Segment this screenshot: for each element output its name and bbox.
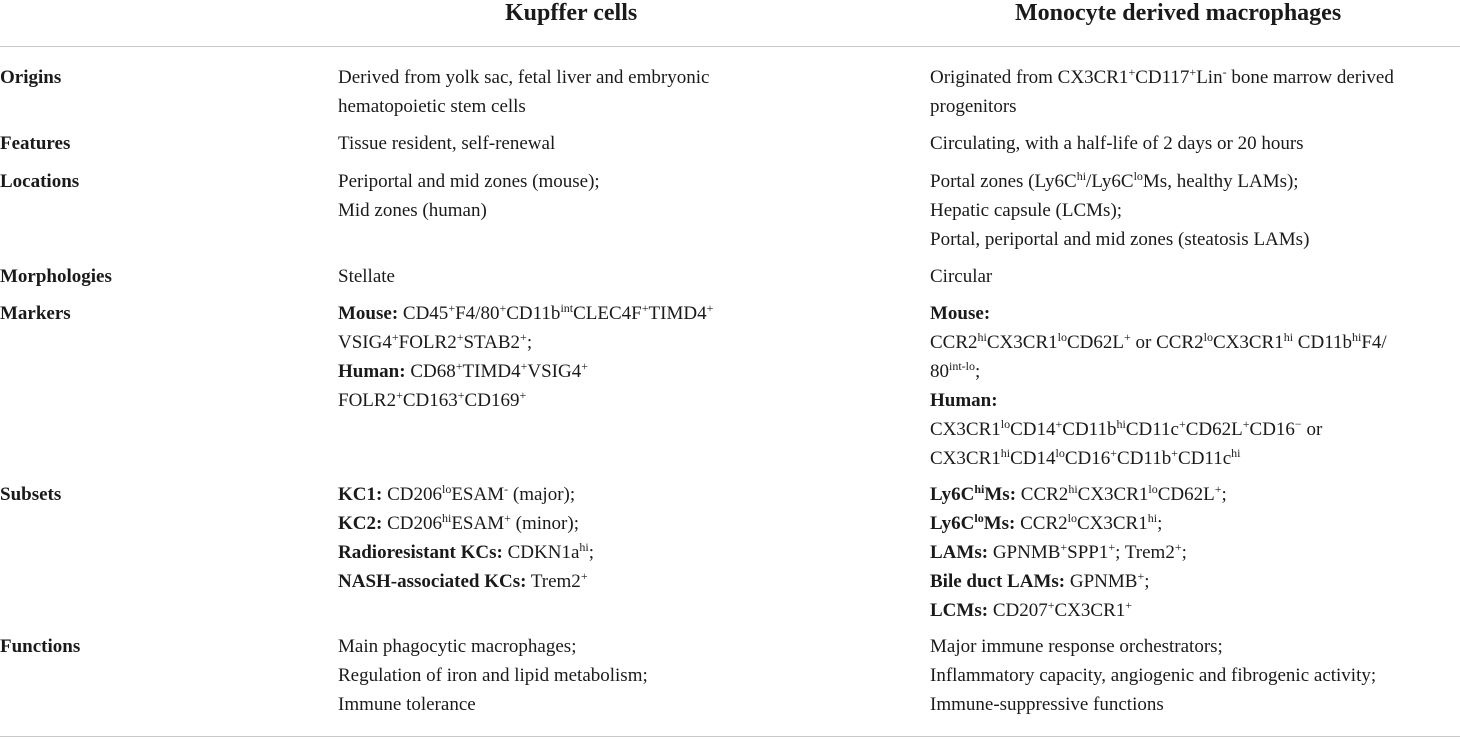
cell-line: KC2: $CD206^{hi}ESAM^+$ (minor);: [338, 511, 579, 534]
cell-line: $Ly6C^{lo}Ms$: $CCR2^{lo}CX3CR1^{hi}$;: [930, 511, 1163, 534]
cell-line: $80^{int-lo}$;: [930, 359, 981, 382]
cell-line: $CX3CR1^{lo}CD14^+CD11b^{hi}CD11c^+CD62L^+CD16^-$ or: [930, 417, 1323, 440]
kc-functions-cell: [338, 632, 648, 719]
row-label-markers: Markers: [0, 303, 71, 324]
cell-line: LAMs: GPNMB+SPP1+; Trem2+;: [930, 540, 1187, 563]
cell-line: Mouse:: [930, 303, 991, 324]
mdm-functions-cell: [930, 632, 1376, 719]
cell-line: Regulation of iron and lipid metabolism;: [338, 665, 648, 686]
row-label-morphologies: Morphologies: [0, 266, 112, 287]
mdm-subsets-cell: [930, 480, 1227, 625]
cell-line: Main phagocytic macrophages;: [338, 636, 577, 657]
cell-line: Circulating, with a half-life of 2 days or 20 hours: [930, 133, 1304, 154]
row-label-features: Features: [0, 133, 71, 154]
cell-line: VSIG4+FOLR2+STAB2+;: [338, 330, 533, 353]
cell-line: Bile duct LAMs: GPNMB+;: [930, 569, 1150, 592]
table-top-rule: [0, 46, 1460, 47]
row-label-origins: Origins: [0, 67, 62, 88]
mdm-markers-cell: [930, 299, 1387, 473]
cell-line: $CX3CR1^{hi}CD14^{lo}CD16^+CD11b^+CD11c^{hi}$: [930, 446, 1241, 469]
kc-locations-cell: [338, 167, 600, 225]
cell-line: Mouse: $CD45^+F4/80^+CD11b^{int}CLEC4F^+TIMD4^+$: [338, 301, 714, 324]
cell-line: KC1: $CD206^{lo}ESAM^-$ (major);: [338, 482, 576, 505]
cell-line: Human: CD68+TIMD4+VSIG4+: [338, 359, 588, 382]
cell-line: FOLR2+CD163+CD169+: [338, 388, 527, 411]
header-monocyte-derived-macrophages: Monocyte derived macrophages: [1015, 0, 1342, 26]
cell-line: Periportal and mid zones (mouse);: [338, 171, 600, 192]
kc-origins-cell: [338, 63, 709, 121]
cell-line: NASH-associated KCs: Trem2+: [338, 569, 588, 592]
cell-line: Hepatic capsule (LCMs);: [930, 200, 1123, 221]
cell-line: Major immune response orchestrators;: [930, 636, 1223, 657]
mdm-morphologies-cell: [930, 262, 992, 291]
cell-line: $Ly6C^{hi}Ms$: $CCR2^{hi}CX3CR1^{lo}CD62L^+$;: [930, 482, 1227, 505]
cell-line: progenitors: [930, 96, 1017, 117]
kc-features-cell: [338, 129, 555, 158]
cell-line: Radioresistant KCs: $CDKN1a^{hi}$;: [338, 540, 595, 563]
row-label-functions: Functions: [0, 636, 81, 657]
cell-line: Derived from yolk sac, fetal liver and embryonic: [338, 67, 710, 88]
cell-line: Immune tolerance: [338, 694, 476, 715]
cell-line: Portal zones ($Ly6C^{hi}/Ly6C^{lo}Ms$, healthy LAMs);: [930, 169, 1299, 192]
mdm-features-cell: [930, 129, 1304, 158]
table-bottom-rule: [0, 736, 1460, 737]
cell-line: Human:: [930, 390, 998, 411]
cell-line: Stellate: [338, 266, 395, 287]
kc-morphologies-cell: [338, 262, 395, 291]
cell-line: Immune-suppressive functions: [930, 694, 1164, 715]
cell-line: $CCR2^{hi}CX3CR1^{lo}CD62L^+$ or $CCR2^{lo}CX3CR1^{hi}$ $CD11b^{hi}F4/$: [930, 330, 1387, 353]
cell-line: LCMs: CD207+CX3CR1+: [930, 598, 1133, 621]
cell-line: Inflammatory capacity, angiogenic and fibrogenic activity;: [930, 665, 1377, 686]
row-label-subsets: Subsets: [0, 484, 62, 505]
row-label-locations: Locations: [0, 171, 80, 192]
cell-line: Portal, periportal and mid zones (steatosis LAMs): [930, 229, 1310, 250]
mdm-locations-cell: [930, 167, 1309, 254]
header-kupffer-cells: Kupffer cells: [505, 0, 638, 26]
kc-subsets-cell: [338, 480, 594, 596]
cell-line: Tissue resident, self-renewal: [338, 133, 556, 154]
cell-line: Originated from CX3CR1+CD117+Lin- bone marrow derived: [930, 65, 1394, 88]
cell-line: hematopoietic stem cells: [338, 96, 526, 117]
cell-line: Mid zones (human): [338, 200, 487, 221]
mdm-origins-cell: [930, 63, 1394, 121]
cell-line: Circular: [930, 266, 993, 287]
kc-markers-cell: [338, 299, 713, 415]
